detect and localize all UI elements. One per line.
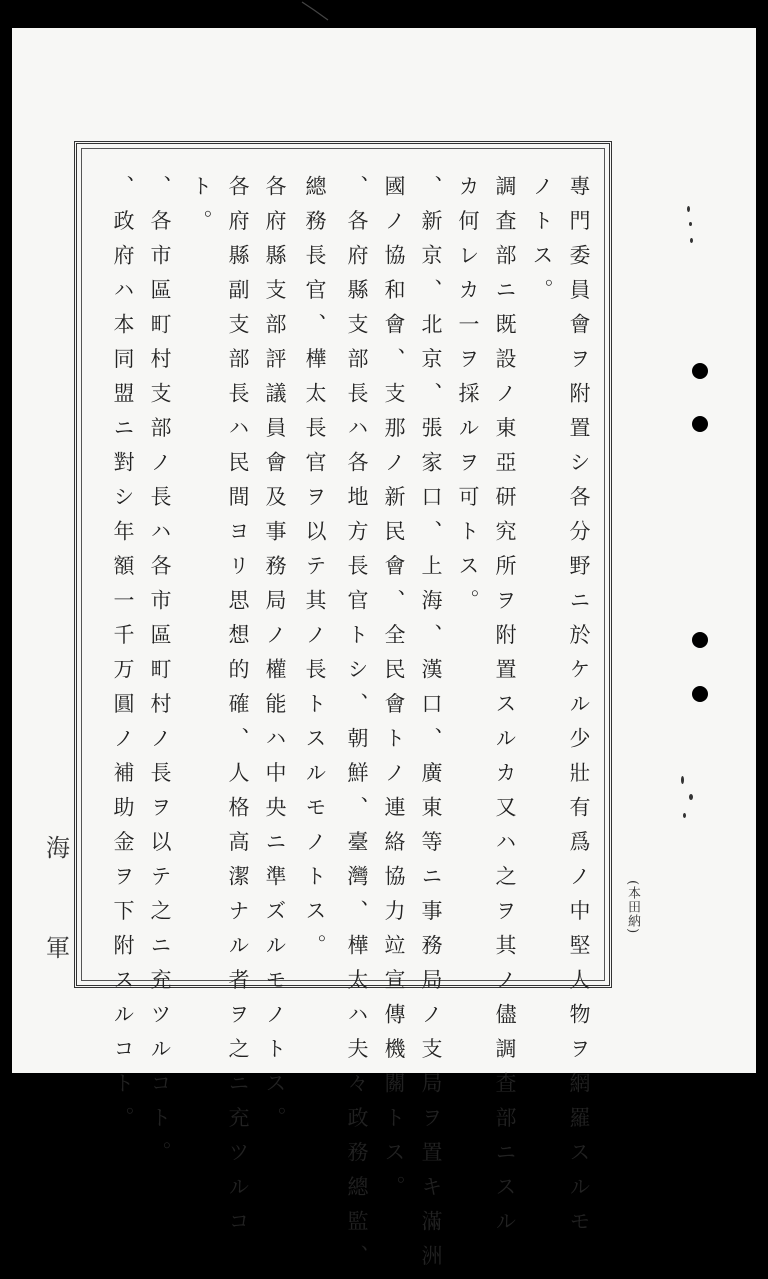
corner-scratch-mark: [300, 0, 330, 22]
text-column-11: ト。: [189, 175, 213, 244]
text-column-3: 調査部ニ既設ノ東亞研究所ヲ附置スルカ又ハ之ヲ其ノ儘調査部ニスル: [493, 175, 517, 1245]
binding-hole-1: [692, 363, 708, 379]
binding-hole-2: [692, 416, 708, 432]
text-column-12: 、各市區町村支部ノ長ハ各市區町村ノ長ヲ以テ之ニ充ツルコト。: [148, 175, 172, 1176]
binding-hole-3: [692, 632, 708, 648]
text-column-1: 專門委員會ヲ附置シ各分野ニ於ケル少壯有爲ノ中堅人物ヲ網羅スルモ: [567, 175, 591, 1245]
ink-speck: [687, 206, 690, 212]
text-column-10: 各府縣副支部長ハ民間ヨリ思想的確、人格高潔ナル者ヲ之ニ充ツルコ: [226, 175, 250, 1245]
text-column-5: 、新京、北京、張家口、上海、漢口、廣東等ニ事務局ノ支局ヲ置キ滿洲: [419, 175, 443, 1279]
margin-char-top: 海: [46, 834, 70, 862]
text-column-2: ノトス。: [530, 175, 554, 313]
text-column-6: 國ノ協和會、支那ノ新民會、全民會トノ連絡協力竝宣傳機關トス。: [382, 175, 406, 1210]
text-column-13: 、政府ハ本同盟ニ對シ年額一千万圓ノ補助金ヲ下附スルコト。: [111, 175, 135, 1141]
ink-speck: [683, 813, 686, 818]
text-column-4: カ何レカ一ヲ採ルヲ可トス。: [456, 175, 480, 624]
ink-speck: [689, 794, 693, 800]
margin-char-bottom: 軍: [46, 934, 70, 962]
ink-speck: [690, 238, 693, 243]
ink-speck: [689, 222, 692, 226]
margin-note: (本田納): [625, 880, 640, 935]
text-column-9: 各府縣支部評議員會及事務局ノ權能ハ中央ニ準ズルモノトス。: [263, 175, 287, 1141]
binding-hole-4: [692, 686, 708, 702]
text-column-8: 總務長官、樺太長官ヲ以テ其ノ長トスルモノトス。: [303, 175, 327, 969]
ink-speck: [681, 776, 684, 784]
text-column-7: 、各府縣支部長ハ各地方長官トシ、朝鮮、臺灣、樺太ハ夫々政務總監、: [345, 175, 369, 1279]
